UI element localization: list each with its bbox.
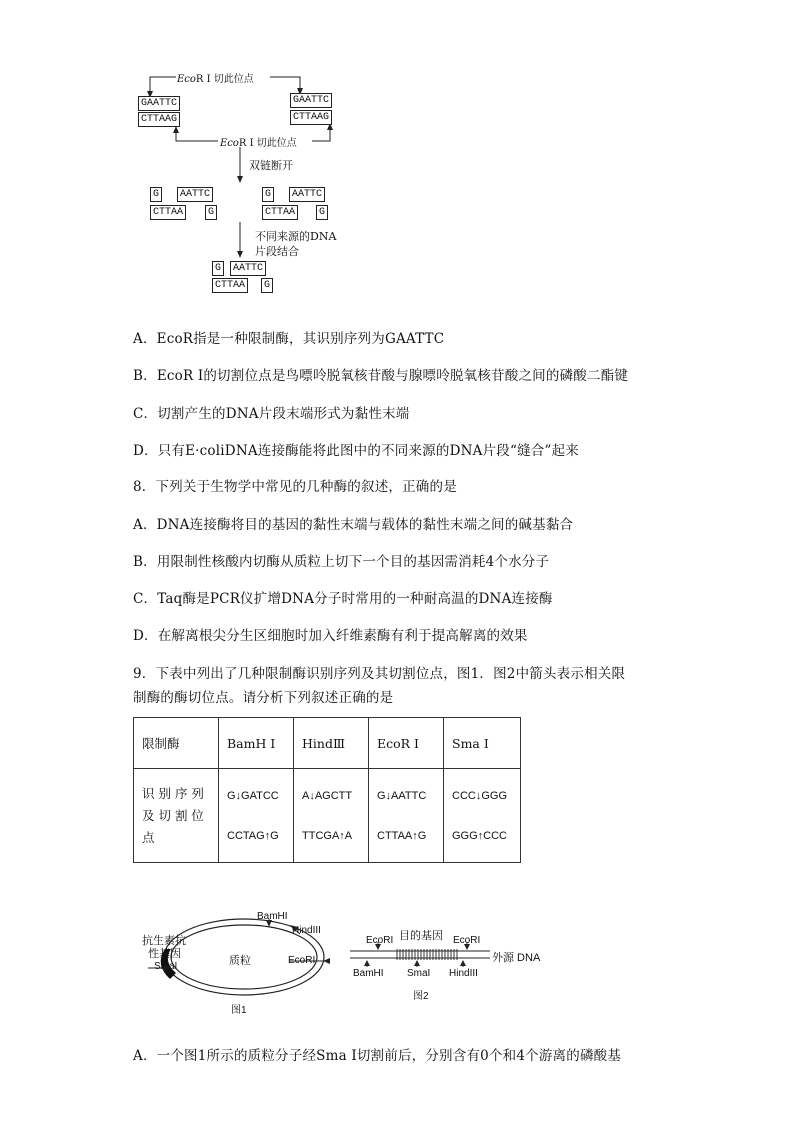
table-header-enzyme: 限制酶 [134, 718, 219, 769]
frag-left-cttaa: CTTAA [150, 205, 186, 220]
fig2-bamhi: BamHI [353, 968, 384, 979]
fig1-plasmid-label: 质粒 [229, 955, 251, 967]
table-seq-ecori: G↓AATTC CTTAA↑G [369, 769, 444, 863]
table-header-sequence: 识 别 序 列 及 切 割 位 点 [134, 769, 219, 863]
frag-right-g: G [262, 187, 274, 202]
fig1-smai: SmaI [154, 961, 178, 972]
cut-site-label-top: EcoR Ⅰ 切此位点 [177, 74, 254, 85]
q8-option-c: C．Taq酶是PCR仪扩增DNA分子时常用的一种耐高温的DNA连接酶 [133, 591, 553, 607]
frag-left-g: G [150, 187, 162, 202]
joined-cttaa: CTTAA [212, 278, 248, 293]
table-enzyme-ecori: EcoR Ⅰ [369, 718, 444, 769]
left-bottom-seq: CTTAAG [138, 112, 180, 127]
left-top-seq: GAATTC [138, 96, 180, 111]
fig2-target-gene: 目的基因 [399, 930, 443, 942]
right-bottom-seq: CTTAAG [290, 110, 332, 125]
q8-option-b: B．用限制性核酸内切酶从质粒上切下一个目的基因需消耗4个水分子 [133, 554, 550, 570]
q8-option-d: D．在解离根尖分生区细胞时加入纤维素酶有利于提高解离的效果 [133, 628, 528, 644]
fig2-foreign-dna: 外源 DNA [492, 952, 541, 964]
hindiii-arrow-up [460, 960, 466, 966]
table-seq-hindiii: A↓AGCTT TTCGA↑A [294, 769, 369, 863]
fig2-ecori-right: EcoRI [453, 935, 481, 946]
q9-stem-2: 制酶的酶切位点。请分析下列叙述正确的是 [133, 690, 394, 706]
fig2-smai: SmaI [407, 968, 431, 979]
cut-site-label-bottom: EcoR Ⅰ 切此位点 [220, 138, 297, 149]
frag-left-aattc: AATTC [177, 187, 213, 202]
ecori-diagram-lines [0, 0, 794, 300]
q9-option-a: A．一个图1所示的质粒分子经Sma Ⅰ切割前后，分别含有0个和4个游离的磷酸基 [133, 1048, 622, 1064]
step2-label-1: 不同来源的DNA [255, 230, 337, 243]
fig1-bamhi: BamHI [257, 911, 288, 922]
fig2-caption: 图2 [413, 991, 429, 1002]
q8-option-a: A．DNA连接酶将目的基因的黏性末端与载体的黏性末端之间的碱基黏合 [133, 517, 574, 533]
fig1-hindiii: HindIII [292, 925, 321, 936]
joined-g: G [212, 261, 224, 276]
q9-stem-1: 9．下表中列出了几种限制酶识别序列及其切割位点，图1．图2中箭头表示相关限 [133, 666, 626, 682]
frag-right-aattc: AATTC [289, 187, 325, 202]
frag-right-g2: G [316, 205, 328, 220]
right-top-seq: GAATTC [290, 93, 332, 108]
fig2-ecori-left: EcoRI [366, 935, 394, 946]
enzyme-table [133, 717, 521, 863]
bamhi-arrow-up [364, 960, 370, 966]
joined-aattc: AATTC [230, 261, 266, 276]
smai-arrow-up [414, 960, 420, 966]
q8-stem: 8．下列关于生物学中常见的几种酶的叙述，正确的是 [133, 479, 457, 495]
table-enzyme-smai: Sma Ⅰ [444, 718, 521, 769]
q7-option-b: B．EcoR Ⅰ的切割位点是鸟嘌呤脱氧核苷酸与腺嘌呤脱氧核苷酸之间的磷酸二酯键 [133, 368, 629, 384]
step1-label: 双链断开 [249, 159, 293, 172]
table-seq-bamhi: G↓GATCC CCTAG↑G [219, 769, 294, 863]
fig1-caption: 图1 [231, 1005, 247, 1016]
joined-g2: G [261, 278, 273, 293]
frag-right-cttaa: CTTAA [262, 205, 298, 220]
table-seq-smai: CCC↓GGG GGG↑CCC [444, 769, 521, 863]
table-enzyme-bamhi: BamH Ⅰ [219, 718, 294, 769]
step2-label-2: 片段结合 [255, 245, 299, 258]
target-gene-hatch [397, 949, 457, 960]
fig1-resistance-2: 性基因 [148, 948, 181, 960]
fig2-hindiii: HindIII [449, 968, 478, 979]
frag-left-g2: G [205, 205, 217, 220]
fig1-ecori: EcoRI [288, 955, 316, 966]
fig1-resistance-1: 抗生素抗 [142, 935, 186, 947]
table-enzyme-hindiii: HindⅢ [294, 718, 369, 769]
q7-option-d: D．只有E·coliDNA连接酶能将此图中的不同来源的DNA片段“缝合”起来 [133, 443, 579, 459]
q7-option-c: C．切割产生的DNA片段末端形式为黏性末端 [133, 406, 410, 422]
q7-option-a: A．EcoR指是一种限制酶，其识别序列为GAATTC [133, 331, 445, 347]
